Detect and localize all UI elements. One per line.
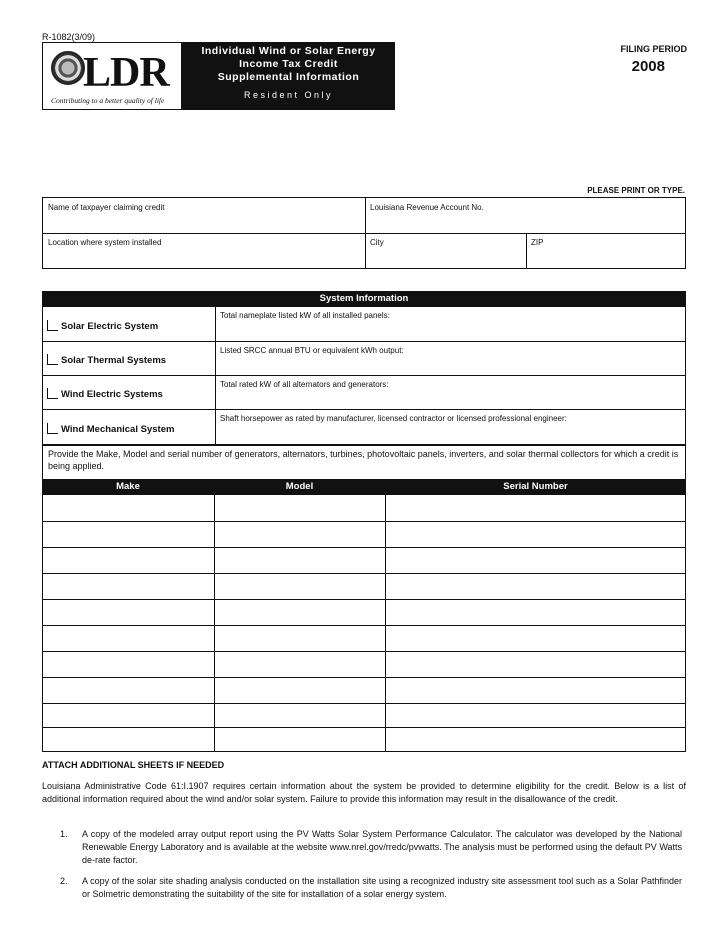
model-column-divider (385, 495, 386, 752)
city-field[interactable]: City (370, 238, 384, 247)
equipment-row-divider (42, 599, 686, 600)
form-title-line: Income Tax Credit (239, 58, 338, 70)
form-title-line: Individual Wind or Solar Energy (201, 45, 376, 57)
equipment-instruction: Provide the Make, Model and serial number of generators, alternators, turbines, photovoltaic panels, inverters, and solar thermal collectors for which a credit is being applied. (48, 449, 679, 471)
solar-thermal-label: Solar Thermal Systems (61, 355, 167, 366)
item-text: A copy of the modeled array output report using the PV Watts Solar System Performance Calculator. The calculator was developed by the National Renewable Energy Laboratory and is available at the website www.nrel.gov/rredc/pvwatts. The analysis must be performed using the default PV Watts de-rate factor. (82, 829, 682, 865)
requirements-paragraph: Louisiana Administrative Code 61:I.1907 requires certain information about the system be provided to determine eligibility for the credit. Below is a list of additional information required about the wind and/or solar system. Failure to provide this information may result in the disallowance of the credit. (42, 781, 686, 804)
logo-text: LDR (83, 50, 169, 96)
make-column-divider (214, 495, 215, 752)
install-location-field[interactable]: Location where system installed (48, 238, 162, 247)
solar-electric-output-field[interactable]: Total nameplate listed kW of all installed panels: (220, 311, 390, 320)
item-number: 1. (60, 829, 68, 839)
system-info-header: System Information (42, 291, 686, 307)
equipment-row-divider (42, 651, 686, 652)
wind-mechanical-output-field[interactable]: Shaft horsepower as rated by manufacturer, licensed contractor or licensed professional engineer: (220, 414, 567, 423)
logo-tagline: Contributing to a better quality of life (51, 96, 165, 105)
zip-field[interactable]: ZIP (531, 238, 544, 247)
equipment-row-divider (42, 573, 686, 574)
solar-electric-label: Solar Electric System (61, 321, 159, 332)
wind-mechanical-checkbox[interactable] (47, 423, 58, 434)
item-number: 2. (60, 876, 68, 886)
equipment-row-divider (42, 727, 686, 728)
wind-electric-label: Wind Electric Systems (61, 389, 163, 400)
revenue-account-field[interactable]: Louisiana Revenue Account No. (370, 203, 484, 212)
equipment-row-divider (42, 703, 686, 704)
solar-electric-checkbox[interactable] (47, 320, 58, 331)
solar-thermal-output-field[interactable]: Listed SRCC annual BTU or equivalent kWh output: (220, 346, 404, 355)
resident-only-label: Resident Only (243, 90, 334, 100)
state-seal-icon (51, 51, 85, 85)
filing-period-year: 2008 (631, 58, 665, 75)
item-text: A copy of the solar site shading analysis conducted on the installation site using a recognized industry site assessment tool such as a Solar Pathfinder or Solmetric demonstrating the suitability of the site for installation of a solar energy system. (82, 876, 682, 899)
filing-period-label: FILING PERIOD (620, 44, 687, 54)
requirement-item (60, 828, 686, 868)
serial-column-header: Serial Number (503, 481, 568, 492)
taxpayer-name-field[interactable]: Name of taxpayer claiming credit (48, 203, 165, 212)
wind-mechanical-label: Wind Mechanical System (61, 424, 175, 435)
attach-sheets-note: ATTACH ADDITIONAL SHEETS IF NEEDED (42, 760, 225, 770)
equipment-row-divider (42, 521, 686, 522)
form-number: R-1082(3/09) (42, 32, 96, 42)
ldr-logo (42, 42, 182, 110)
equipment-row-divider (42, 547, 686, 548)
make-column-header: Make (116, 481, 140, 492)
print-instruction: PLEASE PRINT OR TYPE. (587, 186, 685, 195)
equipment-row-divider (42, 625, 686, 626)
form-title-block (182, 42, 395, 110)
model-column-header: Model (285, 481, 314, 492)
wind-electric-checkbox[interactable] (47, 388, 58, 399)
equipment-row-divider (42, 677, 686, 678)
requirement-item (60, 875, 686, 903)
solar-thermal-checkbox[interactable] (47, 354, 58, 365)
equipment-table-header (42, 479, 686, 495)
form-title-line: Supplemental Information (217, 71, 360, 83)
wind-electric-output-field[interactable]: Total rated kW of all alternators and generators: (220, 380, 389, 389)
